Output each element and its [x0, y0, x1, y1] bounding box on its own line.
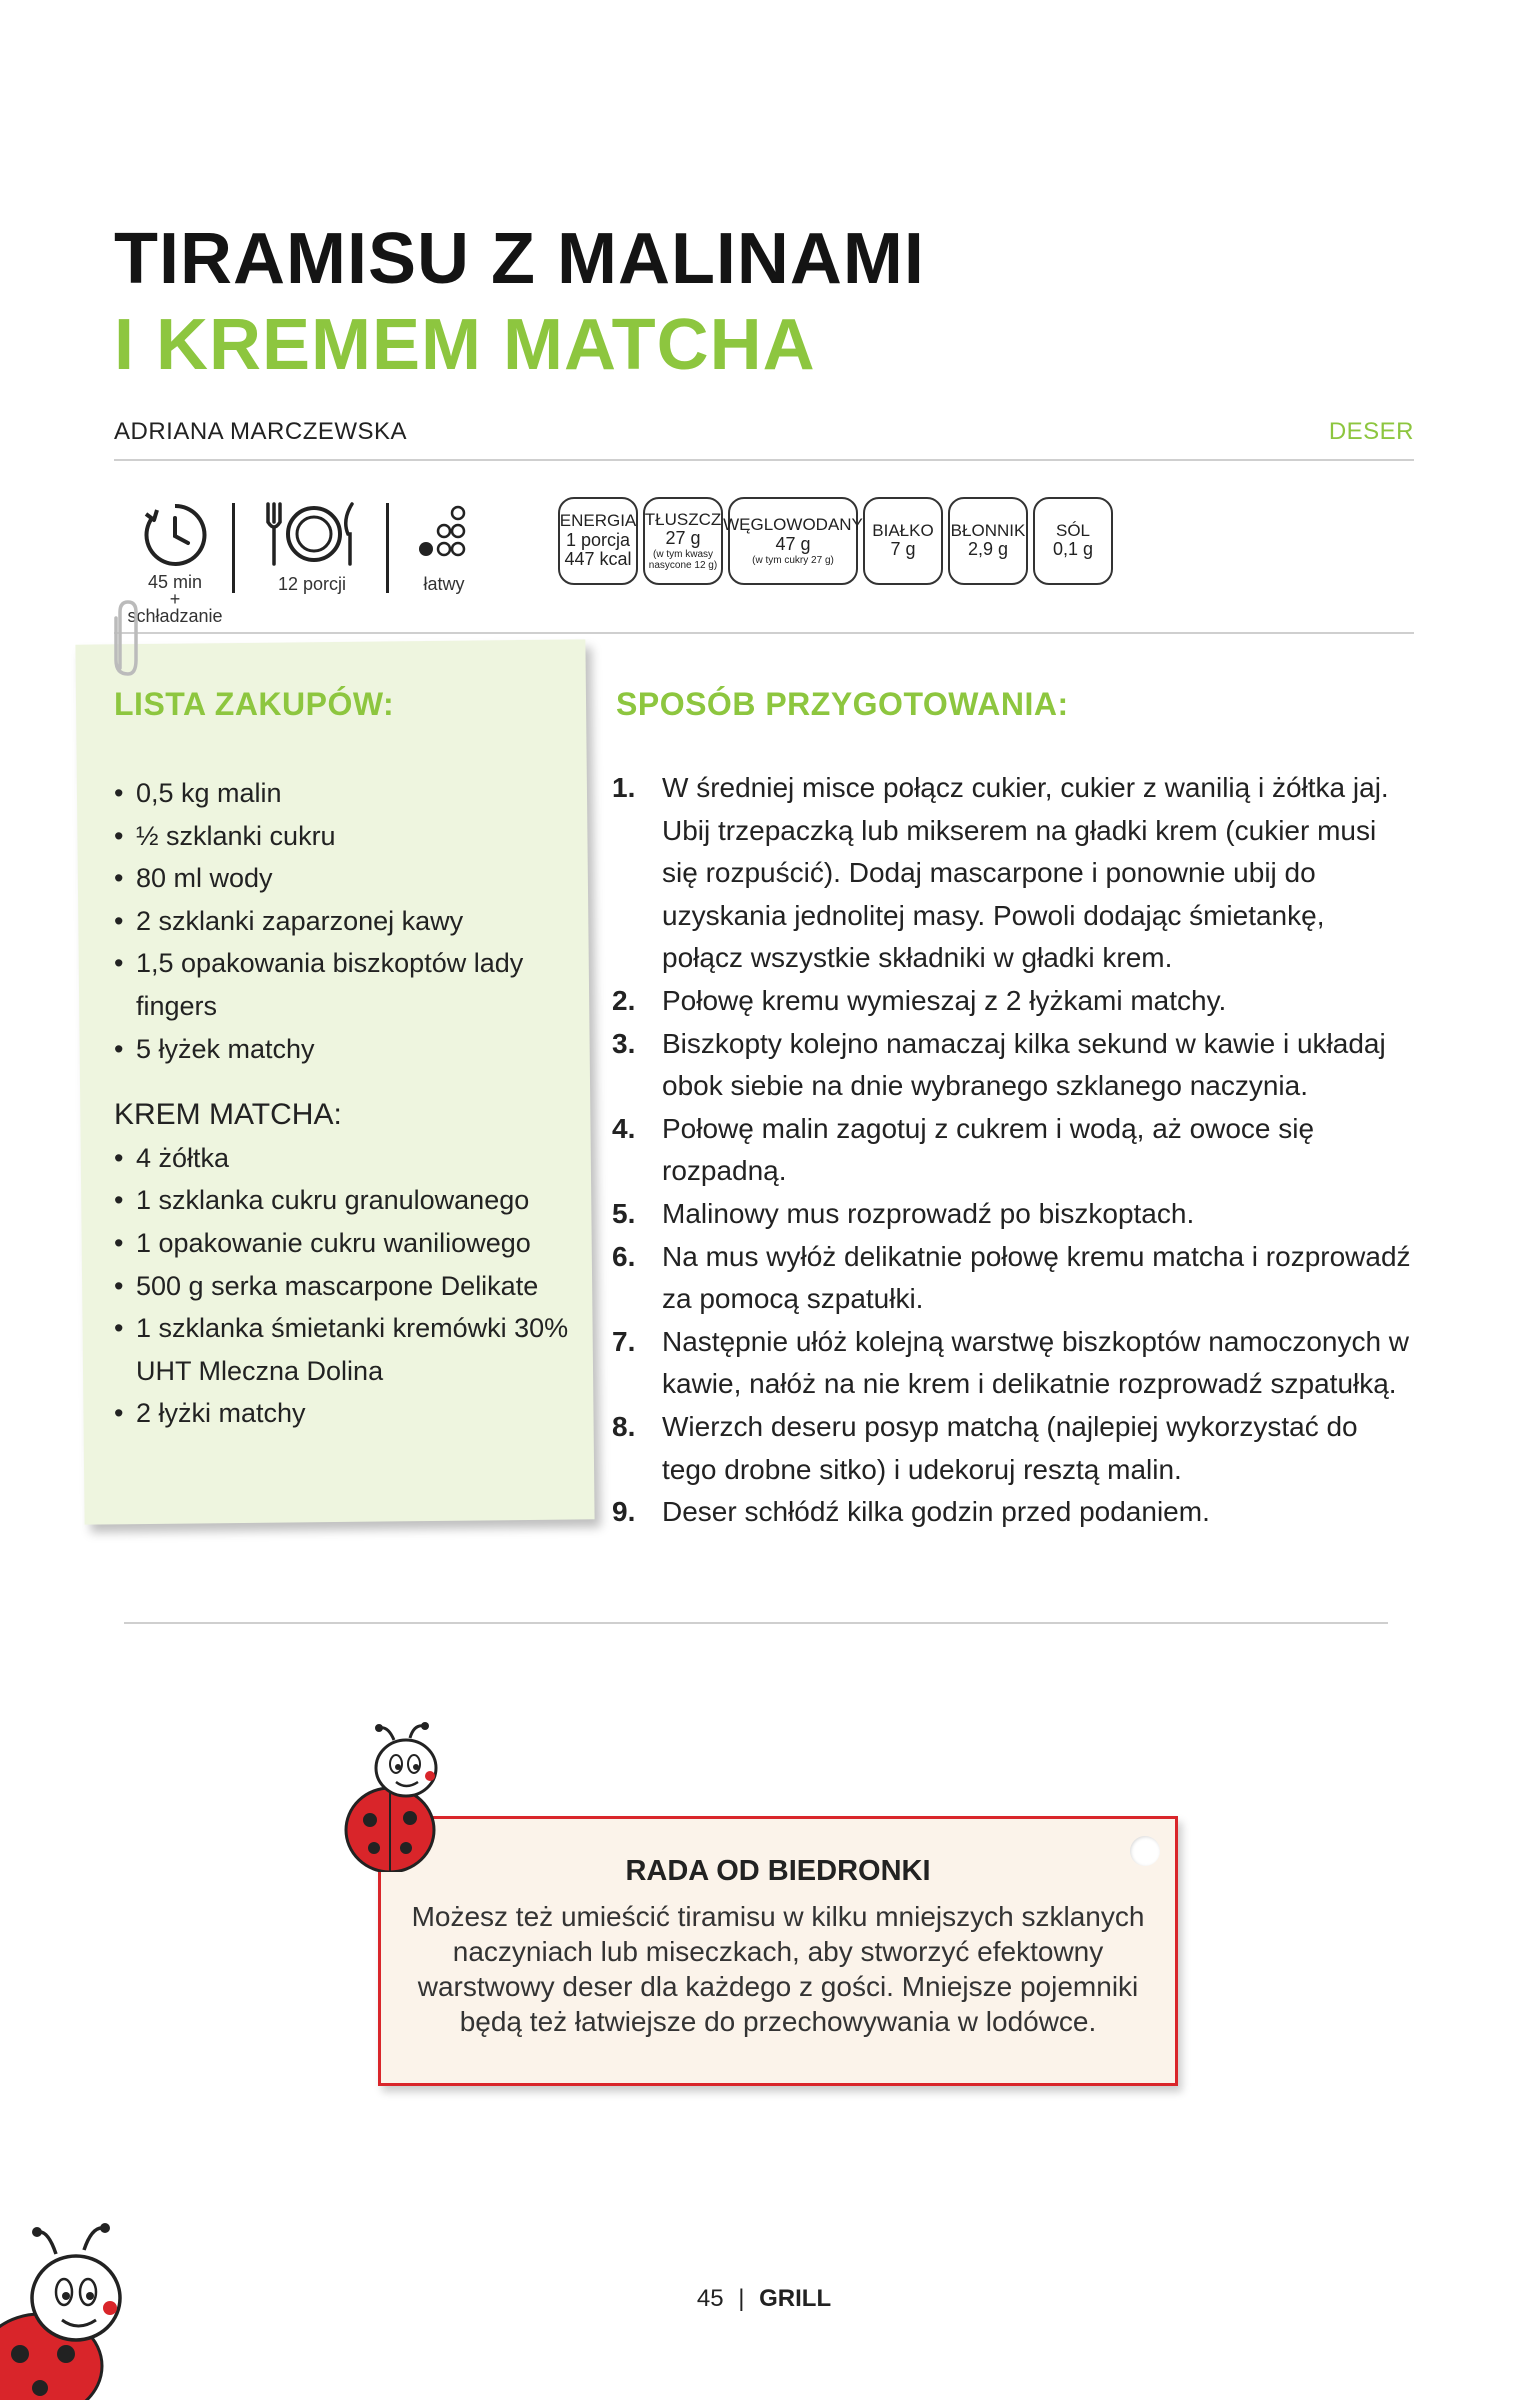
list-item: • 4 żółtka [114, 1137, 574, 1180]
step-text: Malinowy mus rozprowadź po biszkoptach. [662, 1197, 1195, 1229]
tip-box [378, 1816, 1178, 2086]
nutrition-fiber [948, 497, 1028, 585]
step-number: 4. [612, 1112, 636, 1144]
method-divider [124, 1622, 1388, 1624]
difficulty: łatwy [423, 574, 465, 594]
page-footer [0, 2285, 1528, 2313]
step-number: 5. [612, 1197, 636, 1229]
nutrition-label: BŁONNIK [950, 520, 1026, 540]
pin-hole [1130, 1836, 1160, 1866]
recipe-author: ADRIANA MARCZEWSKA [114, 418, 408, 445]
step-text: Następnie ułóż kolejną warstwę biszkoptów namoczonych w kawie, nałóż na nie krem i delikatnie rozprowadź szpatułką. [662, 1325, 1410, 1400]
step-number: 7. [612, 1325, 636, 1357]
list-item: • 2 szklanki zaparzonej kawy [114, 900, 574, 943]
step-item [612, 1236, 1412, 1321]
step-number: 6. [612, 1240, 636, 1272]
nutrition-label: SÓL [1055, 520, 1091, 540]
step-item [612, 1406, 1412, 1491]
meta-divider-line [114, 632, 1414, 634]
nutrition-extra: 447 kcal [564, 549, 632, 570]
list-item: • 1 szklanka cukru granulowanego [114, 1179, 574, 1222]
list-item: • ½ szklanki cukru [114, 815, 574, 858]
nutrition-label: BIAŁKO [872, 520, 934, 540]
nutrition-label: TŁUSZCZ [644, 509, 722, 529]
step-number: 9. [612, 1496, 636, 1528]
step-text: Wierzch deseru posyp matchą (najlepiej wykorzystać do tego drobne sitko) i udekoruj resztą malin. [662, 1410, 1358, 1485]
step-item [612, 1491, 1412, 1534]
nutrition-value: 0,1 g [1052, 539, 1094, 560]
ladybug-mascot-icon [344, 1722, 454, 1872]
footer-separator: | [738, 2285, 745, 2312]
list-item: • 1 szklanka śmietanki kremówki 30% UHT Mleczna Dolina [114, 1307, 574, 1392]
list-item: • 0,5 kg malin [114, 772, 574, 815]
step-number: 8. [612, 1410, 636, 1442]
servings: 12 porcji [277, 574, 347, 594]
list-item: • 1 opakowanie cukru waniliowego [114, 1222, 574, 1265]
cream-subheading: KREM MATCHA: [114, 1098, 342, 1132]
method-steps [612, 767, 1412, 1534]
difficulty-dots-icon [416, 505, 472, 561]
nutrition-value: 7 g [890, 539, 916, 560]
plate-cutlery-icon [262, 500, 362, 570]
tip-title: RADA OD BIEDRONKI [625, 1855, 931, 1887]
list-item: • 2 łyżki matchy [114, 1392, 574, 1435]
shopping-list [114, 772, 574, 1435]
nutrition-value: 27 g [665, 528, 701, 549]
step-text: W średniej misce połącz cukier, cukier z wanilią i żółtka jaj. Ubij trzepaczką lub mikserem na gładki krem (cukier musi się rozpuścić). Dodaj mascarpone i ponownie ubij do uzyskania jednolitej masy. Powoli dodając śmietankę, połącz wszystkie składniki w gładki krem. [662, 772, 1389, 974]
recipe-category: DESER [1328, 418, 1414, 445]
step-item [612, 1108, 1412, 1193]
nutrition-salt [1033, 497, 1113, 585]
list-item: • 80 ml wody [114, 857, 574, 900]
nutrition-label: ENERGIA [559, 510, 637, 530]
step-number: 1. [612, 772, 636, 803]
step-text: Deser schłódź kilka godzin przed podaniem. [662, 1496, 1210, 1528]
prep-time-extra: + schładzanie [127, 589, 223, 626]
step-item [612, 1193, 1412, 1236]
nutrition-carbs [723, 497, 863, 585]
meta-divider [232, 503, 235, 593]
nutrition-label: WĘGLOWODANY [723, 515, 863, 535]
header-divider [114, 459, 1414, 461]
prep-time-value: 45 min [147, 572, 203, 592]
tip-text: Możesz też umieścić tiramisu w kilku mniejszych szklanych naczyniach lub miseczkach, aby stworzyć efektowny warstwowy deser dla każdego z gości. Mniejsze pojemniki będą też łatwiejsze do przechowywania w lodówce. [411, 1901, 1145, 2037]
footer-section: GRILL [759, 2285, 832, 2312]
nutrition-extra: (w tym cukry 27 g) [752, 554, 834, 566]
page-number: 45 [696, 2285, 724, 2312]
recipe-title-line2: I KREMEM MATCHA [114, 305, 816, 385]
clock-icon [140, 500, 210, 570]
list-item: • 5 łyżek matchy [114, 1028, 574, 1071]
nutrition-protein [863, 497, 943, 585]
recipe-title-line1: TIRAMISU Z MALINAMI [114, 219, 925, 299]
step-item [612, 980, 1412, 1023]
list-item: • 500 g serka mascarpone Delikate [114, 1265, 574, 1308]
nutrition-value: 1 porcja [565, 529, 631, 550]
step-item [612, 1023, 1412, 1108]
step-text: Połowę kremu wymieszaj z 2 łyżkami matchy. [662, 984, 1227, 1016]
nutrition-fat [643, 497, 723, 585]
step-item [612, 767, 1412, 980]
method-heading: SPOSÓB PRZYGOTOWANIA: [616, 686, 1069, 722]
step-number: 2. [612, 984, 636, 1016]
step-number: 3. [612, 1027, 636, 1059]
step-text: Biszkopty kolejno namaczaj kilka sekund w kawie i układaj obok siebie na dnie wybranego szklanego naczynia. [662, 1027, 1386, 1102]
nutrition-value: 2,9 g [967, 539, 1009, 560]
step-item [612, 1321, 1412, 1406]
nutrition-value: 47 g [775, 533, 811, 554]
shopping-list-heading: LISTA ZAKUPÓW: [114, 686, 395, 722]
meta-divider [386, 503, 389, 593]
paperclip-icon [108, 598, 148, 682]
step-text: Na mus wyłóż delikatnie połowę kremu matcha i rozprowadź za pomocą szpatułki. [662, 1240, 1411, 1315]
nutrition-extra: (w tym kwasy nasycone 12 g) [648, 549, 718, 572]
nutrition-energy [558, 497, 638, 585]
list-item: • 1,5 opakowania biszkoptów lady fingers [114, 942, 574, 1027]
step-text: Połowę malin zagotuj z cukrem i wodą, aż owoce się rozpadną. [662, 1112, 1315, 1187]
